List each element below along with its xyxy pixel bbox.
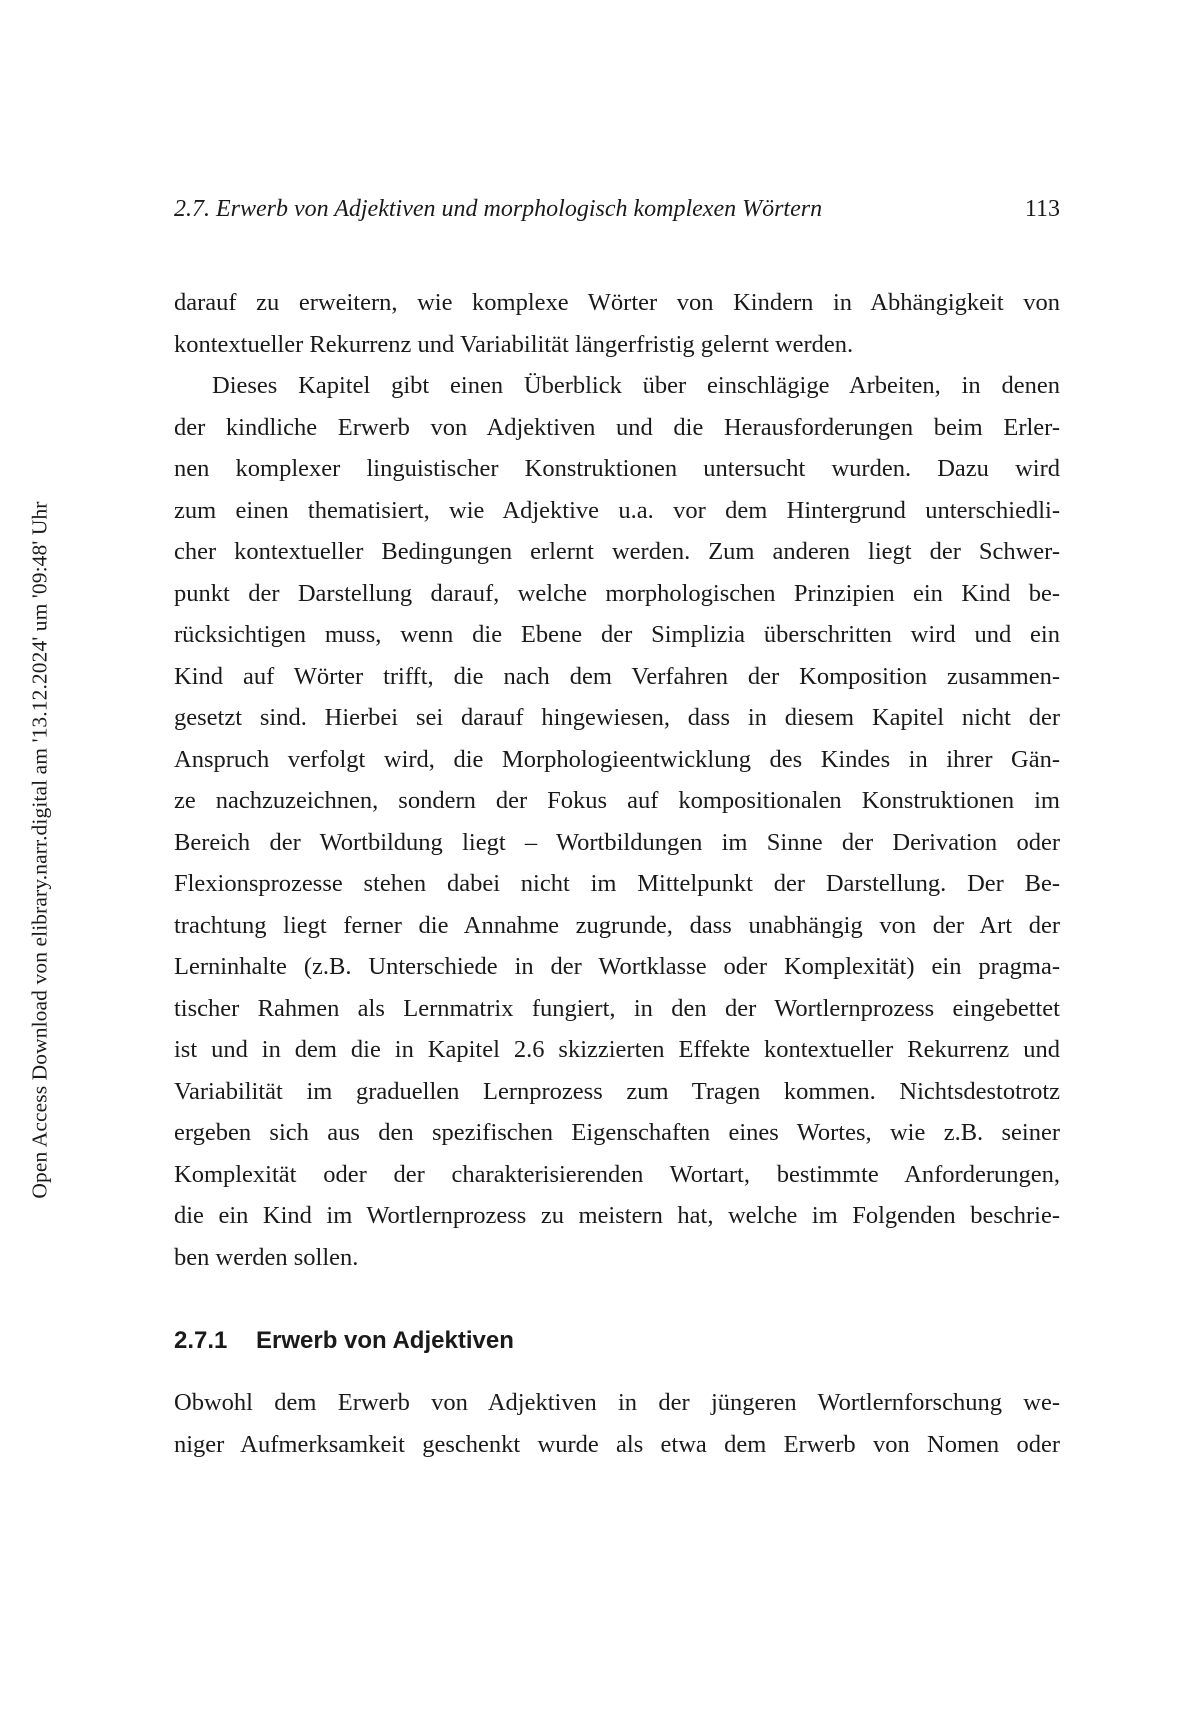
section-title: Erwerb von Adjektiven [256,1327,514,1354]
text-line: Obwohl dem Erwerb von Adjektiven in der jüngeren Wortlernforschung we- [174,1389,1060,1416]
download-watermark: Open Access Download von elibrary.narr.digital am '13.12.2024' um '09:48' Uhr [27,501,52,1199]
text-line: zum einen thematisiert, wie Adjektive u.a. vor dem Hintergrund unterschiedli- [174,496,1060,524]
paragraph-2 [174,365,1060,1278]
text-line: niger Aufmerksamkeit geschenkt wurde als etwa dem Erwerb von Nomen oder [174,1430,1060,1458]
text-line: ergeben sich aus den spezifischen Eigenschaften eines Wortes, wie z.B. seiner [174,1119,1060,1146]
text-line: tischer Rahmen als Lernmatrix fungiert, in den der Wortlernprozess eingebettet [174,994,1060,1022]
text-line: Kind auf Wörter trifft, die nach dem Verfahren der Komposition zusammen- [174,662,1060,690]
text-line: der kindliche Erwerb von Adjektiven und die Herausforderungen beim Erler- [174,413,1060,441]
text-line: ben werden sollen. [174,1243,359,1271]
text-line: Variabilität im graduellen Lernprozess zum Tragen kommen. Nichtsdestotrotz [174,1077,1060,1105]
page-number: 113 [1024,196,1060,222]
body-text [174,282,1060,1278]
text-line: cher kontextueller Bedingungen erlernt werden. Zum anderen liegt der Schwer- [174,538,1060,565]
text-line: Anspruch verfolgt wird, die Morphologieentwicklung des Kindes in ihrer Gän- [174,745,1060,773]
text-line: die ein Kind im Wortlernprozess zu meistern hat, welche im Folgenden beschrie- [174,1202,1060,1229]
text-line: ze nachzuzeichnen, sondern der Fokus auf kompositionalen Konstruktionen im [174,787,1060,814]
running-head-title: 2.7. Erwerb von Adjektiven und morphologisch komplexen Wörtern [174,196,823,222]
running-head [174,196,1060,234]
paragraph-1 [174,282,1060,365]
text-line: kontextueller Rekurrenz und Variabilität längerfristig gelernt werden. [174,330,854,358]
text-line: Dieses Kapitel gibt einen Überblick über einschlägige Arbeiten, in denen [212,372,1060,399]
text-line: Flexionsprozesse stehen dabei nicht im Mittelpunkt der Darstellung. Der Be- [174,870,1060,897]
section-number: 2.7.1 [174,1327,228,1354]
paragraph-3 [174,1382,1060,1465]
text-line: punkt der Darstellung darauf, welche morphologischen Prinzipien ein Kind be- [174,579,1060,607]
text-line: Komplexität oder der charakterisierenden Wortart, bestimmte Anforderungen, [174,1160,1060,1188]
text-line: rücksichtigen muss, wenn die Ebene der Simplizia überschritten wird und ein [174,621,1060,648]
text-line: Bereich der Wortbildung liegt – Wortbildungen im Sinne der Derivation oder [174,828,1060,856]
text-line: gesetzt sind. Hierbei sei darauf hingewiesen, dass in diesem Kapitel nicht der [174,704,1060,731]
section-heading [174,1321,1060,1361]
text-line: ist und in dem die in Kapitel 2.6 skizzierten Effekte kontextueller Rekurrenz und [174,1036,1060,1063]
text-line: darauf zu erweitern, wie komplexe Wörter von Kindern in Abhängigkeit von [174,289,1060,316]
body-text-section [174,1382,1060,1465]
text-line: Lerninhalte (z.B. Unterschiede in der Wortklasse oder Komplexität) ein pragma- [174,953,1060,980]
text-line: trachtung liegt ferner die Annahme zugrunde, dass unabhängig von der Art der [174,911,1060,939]
text-line: nen komplexer linguistischer Konstruktionen untersucht wurden. Dazu wird [174,455,1060,482]
